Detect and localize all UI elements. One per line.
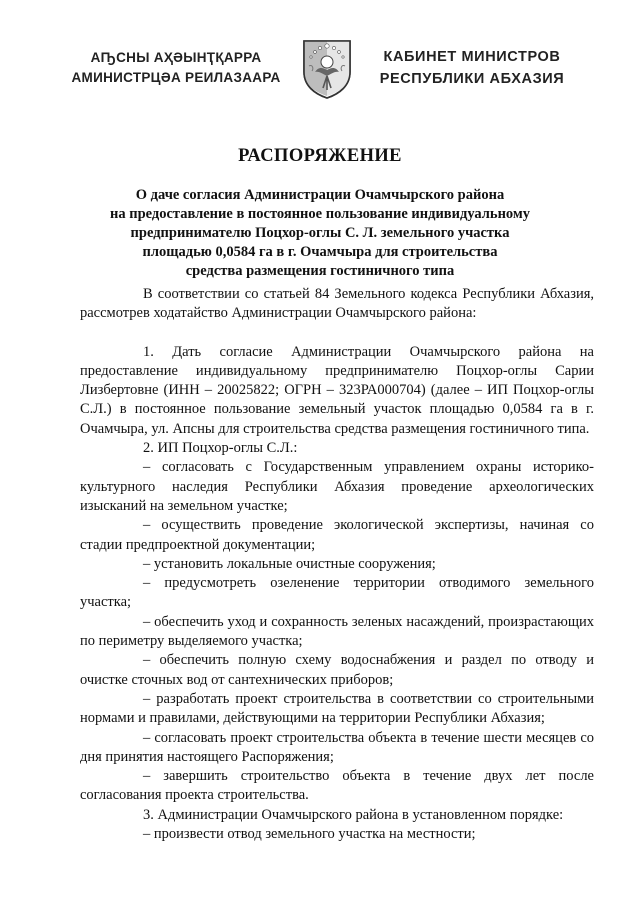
clause-2-item: – согласовать проект строительства объекта в течение шести месяцев со дня принятия настоящего Распоряжения; [80,729,594,765]
letterhead-russian [372,46,572,90]
letterhead-russian-line2: РЕСПУБЛИКИ АБХАЗИЯ [379,71,565,87]
subject-line: средства размещения гостиничного типа [185,263,455,279]
clause-2-item: – завершить строительство объекта в течение двух лет после согласования проекта строительства. [80,768,594,804]
document-subject [110,186,530,281]
clause-2-heading: 2. ИП Поцхор-оглы С.Л.: [143,440,298,457]
subject-line: О даче согласия Администрации Очамчырского района [135,187,505,203]
coat-of-arms-icon [301,38,353,100]
subject-line: предпринимателю Поцхор-оглы С. Л. земельного участка [130,225,510,241]
document-title: РАСПОРЯЖЕНИЕ [238,146,402,166]
letterhead-abkhaz [60,48,292,88]
clause-2-item: – осуществить проведение экологической экспертизы, начиная со стадии предпроектной документации; [80,517,594,553]
clause-3-heading: 3. Администрации Очамчырского района в установленном порядке: [143,806,564,823]
clause-2-item: – предусмотреть озеленение территории отводимого земельного участка; [80,575,594,611]
preamble-paragraph: В соответствии со статьей 84 Земельного кодекса Республики Абхазия, рассмотрев ходатайство Администрации Очамчырского района: [80,286,594,322]
clause-2-item: – разработать проект строительства в соответствии со строительными нормами и правилами, действующими на территории Республики Абхазия; [80,690,594,727]
clause-1-paragraph: 1. Дать согласие Администрации Очамчырского района на предоставление индивидуальному предпринимателю Поцхор-оглы Сарии Лизбертовне (ИНН – 20025822; ОГРН – 323РА000704) (далее – ИП Поцхор-оглы С.Л.) в постоянное пользование земельный участок площадью 0,0584 га в г. Очамчыра, ул. Апсны для строительства средства размещения гостиничного типа. [80,343,594,437]
clause-2-item: – обеспечить полную схему водоснабжения и раздел по отводу и очистке сточных вод от сантехнических приборов; [80,652,594,688]
clause-3-item: – произвести отвод земельного участка на местности; [143,826,476,843]
clause-2-item: – обеспечить уход и сохранность зеленых насаждений, произрастающих по периметру выделяемого участка; [80,613,594,650]
subject-line: на предоставление в постоянное пользование индивидуальному [110,206,531,222]
letterhead-abkhaz-line2: АМИНИСТРЦӘА РЕИЛАЗААРА [71,70,281,85]
letterhead-abkhaz-line1: АҦСНЫ АҲӘЫНҬҚАРРА [90,50,262,65]
clause-2-item: – согласовать с Государственным управлением охраны историко-культурного наследия Республики Абхазия проведение археологических изысканий на земельном участке; [80,459,594,514]
subject-line: площадью 0,0584 га в г. Очамчыра для строительства [142,244,498,260]
clause-2-item: – установить локальные очистные сооружения; [143,555,436,572]
letterhead [0,38,640,108]
document-body [80,285,594,844]
letterhead-russian-line1: КАБИНЕТ МИНИСТРОВ [383,49,561,65]
